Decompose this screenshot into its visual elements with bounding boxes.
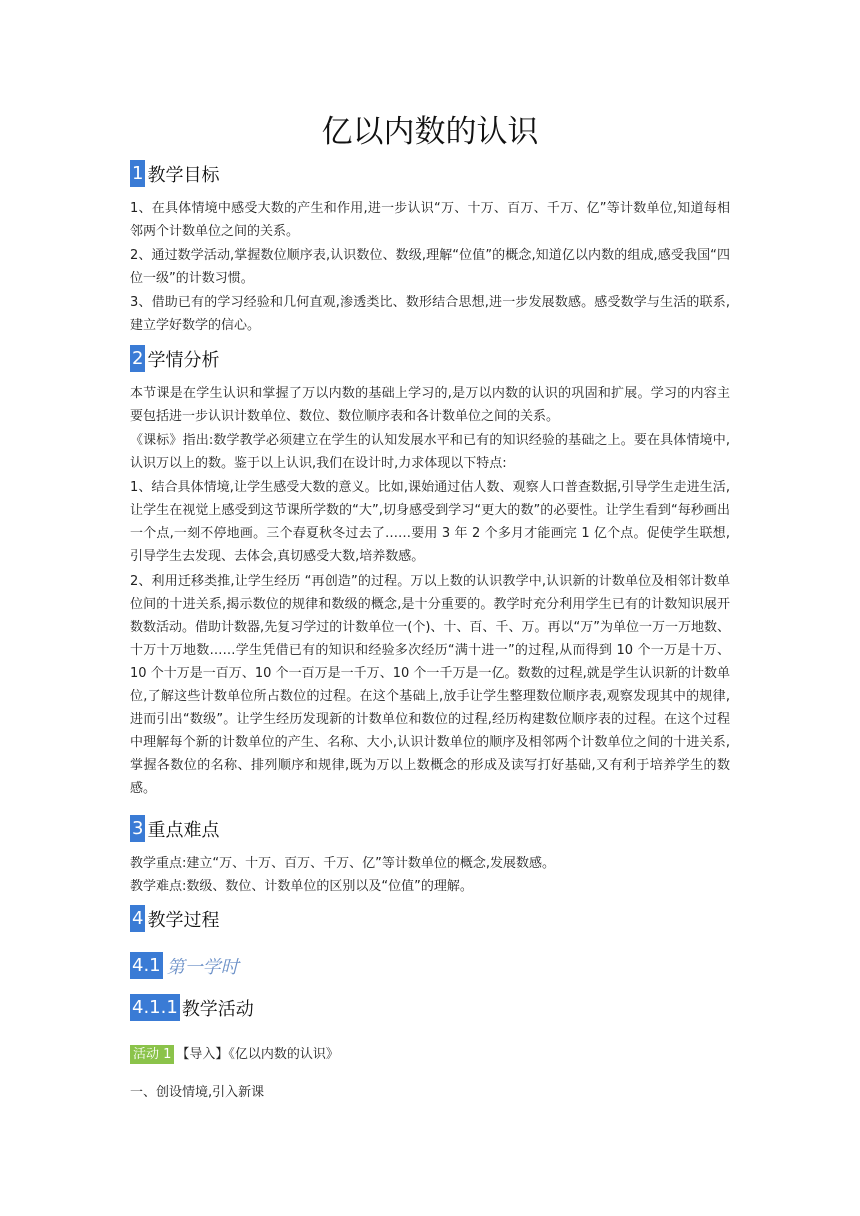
goal-paragraph: 1、在具体情境中感受大数的产生和作用,进一步认识“万、十万、百万、千万、亿”等计数单位,知道每相邻两个计数单位之间的关系。 (130, 201, 730, 239)
analysis-paragraph: 2、利用迁移类推,让学生经历 “再创造”的过程。万以上数的认识教学中,认识新的计数单位及相邻计数单位间的十进关系,揭示数位的规律和数级的概念,是十分重要的。教学时充分利用学生已有的计数知识展开数数活动。借助计数器,先复习学过的计数单位一(个)、十、百、千、万。再以“万”为单位一万一万地数、十万十万地数……学生凭借已有的知识和经验多次经历“满十进一”的过程,从而得到 10 个一万是十万、10 个十万是一百万、10 个一百万是一千万、10 个一千万是一亿。数数的过程,就是学生认识新的计数单位,了解这些计数单位所占数位的过程。在这个基础上,放手让学生整理数位顺序表,观察发现其中的规律,进而引出“数级”。让学生经历发现新的计数单位和数位的过程,经历构建数位顺序表的过程。在这个过程中理解每个新的计数单位的产生、名称、大小,认识计数单位的顺序及相邻两个计数单位之间的十进关系,掌握各数位的名称、排列顺序和规律,既为万以上数概念的形成及读写打好基础,又有利于培养学生的数感。 (130, 574, 730, 796)
section-label: 学情分析 (147, 349, 220, 371)
section-number: 1 (130, 160, 145, 187)
section-heading-goals (130, 160, 219, 187)
goal-paragraph: 2、通过数学活动,掌握数位顺序表,认识数位、数级,理解“位值”的概念,知道亿以内数的组成,感受我国“四位一级”的计数习惯。 (130, 248, 730, 286)
subsection-heading-period (130, 952, 239, 979)
section-heading-process (130, 905, 219, 932)
section-number: 4 (130, 905, 145, 932)
section-label: 教学过程 (147, 909, 220, 931)
key-point-paragraph: 教学重点:建立“万、十万、百万、千万、亿”等计数单位的概念,发展数感。 (130, 856, 555, 871)
analysis-paragraph: 《课标》指出:数学教学必须建立在学生的认知发展水平和已有的知识经验的基础之上。要在具体情境中,认识万以上的数。鉴于以上认识,我们在设计时,力求体现以下特点: (130, 433, 730, 471)
analysis-paragraph: 1、结合具体情境,让学生感受大数的意义。比如,课始通过估人数、观察人口普查数据,引导学生走进生活,让学生在视觉上感受到这节课所学数的“大”,切身感受到学习“更大的数”的必要性。让学生看到“每秒画出一个点,一刻不停地画。三个春夏秋冬过去了……要用 3 年 2 个多月才能画完 1 亿个点。促使学生联想,引导学生去发现、去体会,真切感受大数,培养数感。 (130, 480, 730, 564)
section-label: 教学目标 (147, 164, 220, 186)
section-number: 2 (130, 345, 145, 372)
activity-line (130, 1043, 730, 1066)
section-heading-key-points (130, 815, 219, 842)
subsection-label: 教学活动 (181, 998, 254, 1020)
subsection-label: 第一学时 (166, 956, 239, 978)
analysis-paragraph: 本节课是在学生认识和掌握了万以内数的基础上学习的,是万以内数的认识的巩固和扩展。学习的内容主要包括进一步认识计数单位、数位、数位顺序表和各计数单位之间的关系。 (130, 386, 730, 424)
key-point-paragraph: 教学难点:数级、数位、计数单位的区别以及“位值”的理解。 (130, 879, 473, 894)
section-heading-analysis (130, 345, 219, 372)
step-paragraph: 一、创设情境,引入新课 (130, 1085, 265, 1100)
section-number: 4.1.1 (130, 994, 180, 1021)
goal-paragraph: 3、借助已有的学习经验和几何直观,渗透类比、数形结合思想,进一步发展数感。感受数学与生活的联系,建立学好数学的信心。 (130, 295, 730, 333)
subsection-heading-activities (130, 994, 254, 1021)
page-title: 亿以内数的认识 (321, 114, 539, 150)
activity-title: 【导入】《亿以内数的认识》 (176, 1047, 339, 1062)
activity-badge: 活动 1 (130, 1045, 174, 1064)
section-label: 重点难点 (147, 819, 220, 841)
section-number: 4.1 (130, 952, 163, 979)
section-number: 3 (130, 815, 145, 842)
